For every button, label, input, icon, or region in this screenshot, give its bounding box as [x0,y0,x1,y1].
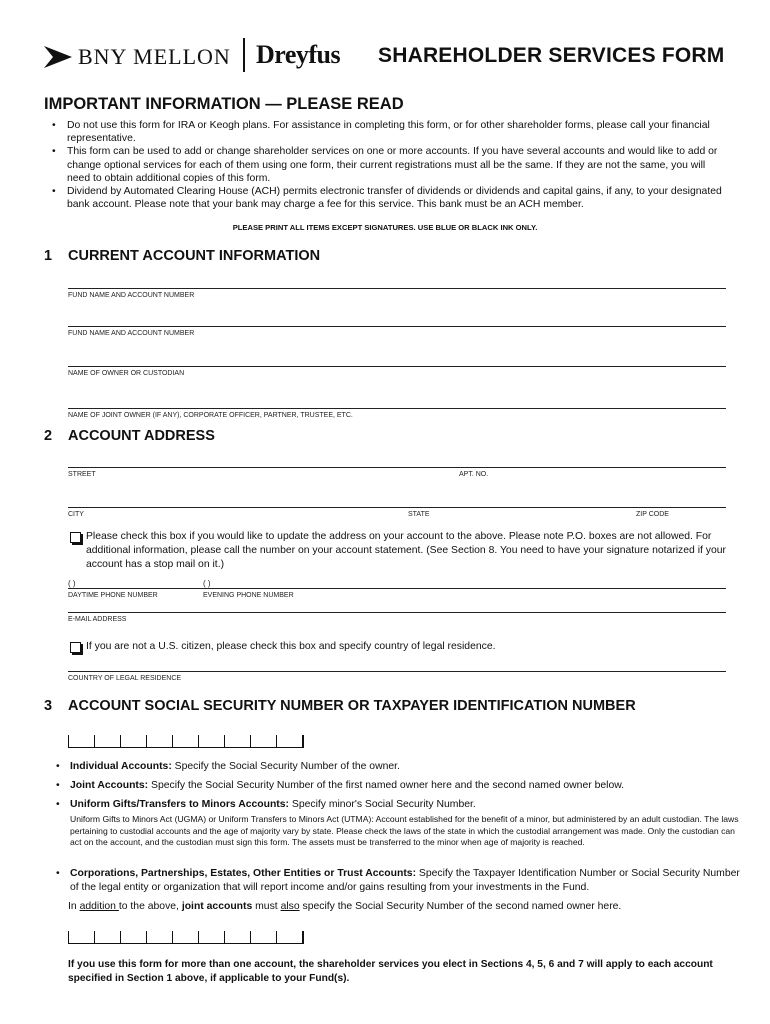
day-phone-label: DAYTIME PHONE NUMBER [68,592,158,599]
text-part: to the above, [118,901,182,912]
ugma-note: Uniform Gifts to Minors Act (UGMA) or Uniform Transfers to Minors Act (UTMA): Account established for the benefit of a minor, but administered by an adult custodian. The laws pertaining to custodial accounts and the age of majority vary by state. Please check the laws of the state in which the custodial arrangement was made. Only the custodian can act on the account, and the custodian must sign this form. The assets must be transferred to the minor when age of majority is reached. [70,814,739,848]
section-1-title: CURRENT ACCOUNT INFORMATION [68,248,321,264]
footer-note: If you use this form for more than one account, the shareholder services you elect in Sections 4, 5, 6 and 7 will apply to each account specified in Section 1 above, if applicable to your Fund(s). [68,959,713,984]
bullet-label: Individual Accounts: [70,761,172,772]
bullet-ugma [56,798,742,849]
non-citizen-text: If you are not a U.S. citizen, please check this box and specify country of legal residence. [86,641,496,652]
text-part: must [252,901,281,912]
bullet-joint [56,779,742,793]
eve-phone-area: ( ) [203,579,211,588]
section-3-title: ACCOUNT SOCIAL SECURITY NUMBER OR TAXPAYER IDENTIFICATION NUMBER [68,698,636,714]
bny-logo-text: BNY MELLON [78,44,231,69]
logo-divider [243,38,245,72]
text-part: addition [79,901,119,912]
field-label: NAME OF OWNER OR CUSTODIAN [68,370,185,377]
section-1-number: 1 [44,248,53,264]
important-bullet: • This form can be used to add or change shareholder services on one or more accounts. If you have several accounts and would like to add or change optional services for each of them using one form, their current registrations must all be the same. If they are not the same, you will need to obtain additional copies of this form. [52,145,730,185]
street-field[interactable] [68,467,726,468]
section-2-title: ACCOUNT ADDRESS [68,428,215,444]
joint-addition-text [68,900,728,914]
non-citizen-checkbox[interactable] [70,642,81,653]
fund-account-2-field[interactable] [68,326,726,327]
field-label: NAME OF JOINT OWNER (IF ANY), CORPORATE OFFICER, PARTNER, TRUSTEE, ETC. [68,412,353,419]
update-address-checkbox[interactable] [70,532,81,543]
city-label: CITY [68,511,84,518]
fund-account-1-field[interactable] [68,288,726,289]
joint-owner-field[interactable] [68,408,726,409]
field-label: FUND NAME AND ACCOUNT NUMBER [68,330,195,337]
eve-phone-label: EVENING PHONE NUMBER [203,592,294,599]
text-part: In [68,901,80,912]
ssn-boxes-second-owner[interactable] [68,931,304,944]
text-part: specify the Social Security Number of the second named owner here. [299,901,622,912]
text-part: also [280,901,300,912]
text-part: joint accounts [181,901,253,912]
bullet-label: Uniform Gifts/Transfers to Minors Accounts: [70,799,289,810]
section-2-number: 2 [44,428,53,444]
city-state-zip-field[interactable] [68,507,726,508]
print-note: PLEASE PRINT ALL ITEMS EXCEPT SIGNATURES. USE BLUE OR BLACK INK ONLY. [232,223,538,232]
bullet-label: Corporations, Partnerships, Estates, Other Entities or Trust Accounts: [70,868,417,879]
bullet-individual [56,760,742,774]
email-label: E-MAIL ADDRESS [68,616,127,623]
bullet-label: Joint Accounts: [70,780,149,791]
form-title: SHAREHOLDER SERVICES FORM [378,44,725,67]
bny-mellon-logo [44,42,231,72]
zip-label: ZIP CODE [636,511,669,518]
bullet-text: Specify minor's Social Security Number. [289,799,476,810]
phone-field[interactable] [68,588,726,589]
update-address-text: Please check this box if you would like to update the address on your account to the above. Please note P.O. boxes are not allowed. For additional information, please call the number on your account statement. (See Section 8. You need to have your signature notarized if your account has a stop mail on it.) [86,531,726,570]
country-label: COUNTRY OF LEGAL RESIDENCE [68,675,182,682]
important-title: IMPORTANT INFORMATION — PLEASE READ [44,95,404,113]
ssn-boxes-owner[interactable] [68,735,304,748]
important-bullet: • Do not use this form for IRA or Keogh plans. For assistance in completing this form, or for other shareholder forms, please call your financial representative. [52,119,730,145]
bullet-text: Specify the Social Security Number of the first named owner here and the second named owner below. [148,780,625,791]
apt-label: APT. NO. [459,471,489,478]
state-label: STATE [408,511,430,518]
street-label: STREET [68,471,96,478]
important-bullets [52,119,730,211]
country-field[interactable] [68,671,726,672]
dreyfus-logo: Dreyfus [256,40,341,69]
bullet-text: Specify the Social Security Number of the owner. [171,761,400,772]
day-phone-area: ( ) [68,579,76,588]
section-3-number: 3 [44,698,53,714]
bullet-text: Specify the Taxpayer Identification Number or Social Security Number of the legal entity or organization that will report income and/or gains resulting from your investments in the Fund. [70,868,740,893]
bullet-corporations [56,867,742,895]
field-label: FUND NAME AND ACCOUNT NUMBER [68,292,195,299]
owner-name-field[interactable] [68,366,726,367]
bny-arrow-icon [44,46,72,68]
important-bullet: • Dividend by Automated Clearing House (ACH) permits electronic transfer of dividends or dividends and capital gains, if any, to your designated bank account. Please note that your bank may charge a fee for this service. This bank must be an ACH member. [52,185,730,211]
email-field[interactable] [68,612,726,613]
